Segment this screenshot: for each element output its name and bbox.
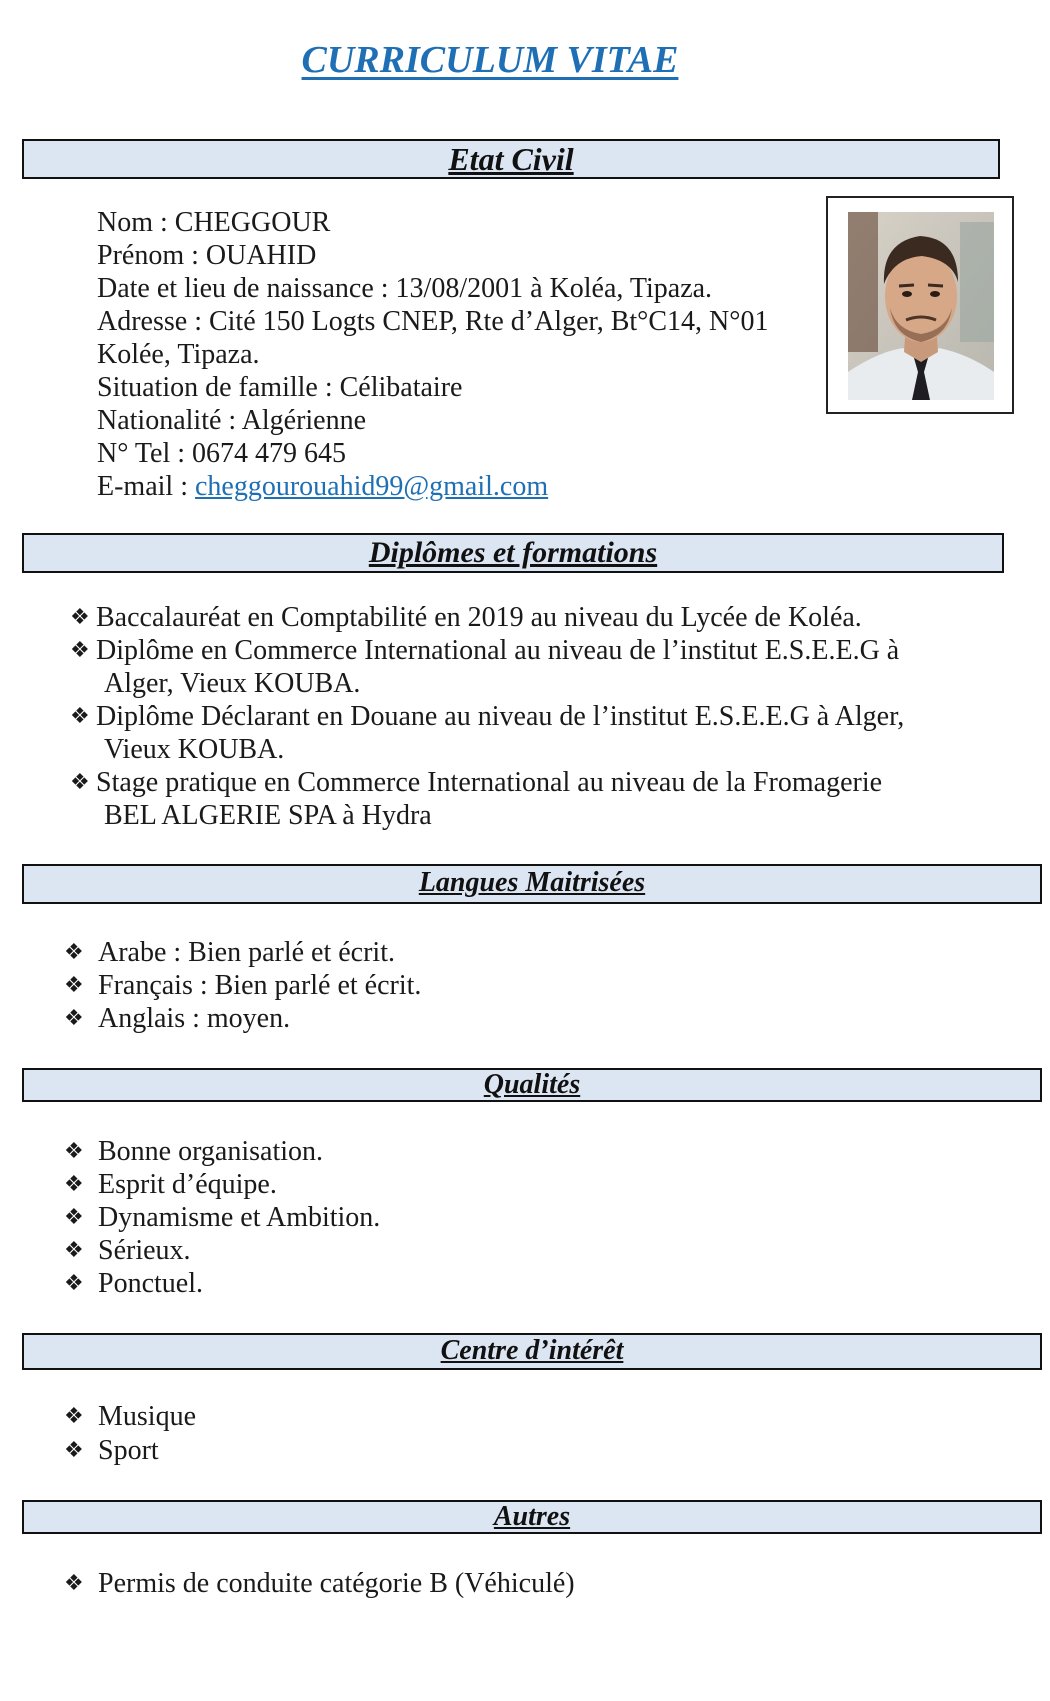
field-situation: Situation de famille : Célibataire — [97, 372, 463, 403]
bullet-icon: ❖ — [64, 1006, 84, 1031]
section-header-diplomes — [22, 533, 1004, 573]
bullet-icon: ❖ — [70, 770, 90, 795]
list-item-qualite: ❖ Bonne organisation. — [64, 1136, 324, 1167]
field-adresse-cont: Kolée, Tipaza. — [97, 339, 260, 370]
field-email — [97, 470, 548, 503]
list-item-langue: ❖ Anglais : moyen. — [64, 1003, 291, 1034]
list-item-diplome: ❖ Diplôme Déclarant en Douane au niveau de l’institut E.S.E.E.G à Alger, Vieux KOUBA. — [70, 701, 905, 765]
bullet-icon: ❖ — [64, 1271, 84, 1296]
bullet-icon: ❖ — [64, 1404, 84, 1429]
field-nom: Nom : CHEGGOUR — [97, 207, 331, 238]
page-title: CURRICULUM VITAE — [301, 39, 679, 81]
bullet-icon: ❖ — [64, 1571, 84, 1596]
section-title: Diplômes et formations — [368, 536, 658, 569]
email-link[interactable]: cheggourouahid99@gmail.com — [194, 471, 549, 502]
list-item-langue: ❖ Français : Bien parlé et écrit. — [64, 970, 422, 1001]
list-item-langue: ❖ Arabe : Bien parlé et écrit. — [64, 937, 395, 968]
section-title: Langues Maitrisées — [418, 867, 646, 898]
list-item-interet: ❖ Sport — [64, 1435, 159, 1466]
bullet-icon: ❖ — [64, 1438, 84, 1463]
section-title: Autres — [493, 1501, 571, 1532]
list-item-qualite: ❖ Dynamisme et Ambition. — [64, 1202, 381, 1233]
bullet-icon: ❖ — [64, 1172, 84, 1197]
field-tel: N° Tel : 0674 479 645 — [97, 438, 347, 469]
section-header-interets — [22, 1333, 1042, 1370]
list-item-interet: ❖ Musique — [64, 1401, 196, 1432]
list-item-qualite: ❖ Ponctuel. — [64, 1268, 203, 1299]
field-prenom: Prénom : OUAHID — [97, 240, 317, 271]
list-item-diplome: ❖ Baccalauréat en Comptabilité en 2019 au niveau du Lycée de Koléa. — [70, 602, 862, 633]
section-title: Qualités — [483, 1069, 581, 1100]
section-title: Centre d’intérêt — [440, 1335, 624, 1366]
section-header-etat-civil — [22, 139, 1000, 179]
field-adresse: Adresse : Cité 150 Logts CNEP, Rte d’Alger, Bt°C14, N°01 — [97, 306, 769, 337]
list-item-diplome: ❖ Diplôme en Commerce International au niveau de l’institut E.S.E.E.G à Alger, Vieux KOUBA. — [70, 635, 900, 699]
section-title: Etat Civil — [448, 141, 574, 177]
profile-photo — [848, 212, 994, 400]
section-header-langues — [22, 864, 1042, 904]
email-label: E-mail : — [97, 471, 195, 502]
section-header-autres — [22, 1500, 1042, 1534]
bullet-icon: ❖ — [70, 638, 90, 663]
field-naissance: Date et lieu de naissance : 13/08/2001 à Koléa, Tipaza. — [97, 273, 713, 304]
profile-photo-frame — [826, 196, 1014, 414]
list-item-qualite: ❖ Esprit d’équipe. — [64, 1169, 277, 1200]
bullet-icon: ❖ — [64, 973, 84, 998]
bullet-icon: ❖ — [64, 940, 84, 965]
bullet-icon: ❖ — [64, 1238, 84, 1263]
list-item-autre: ❖ Permis de conduite catégorie B (Véhiculé) — [64, 1568, 575, 1599]
field-nationalite: Nationalité : Algérienne — [97, 405, 367, 436]
bullet-icon: ❖ — [64, 1205, 84, 1230]
bullet-icon: ❖ — [64, 1139, 84, 1164]
list-item-qualite: ❖ Sérieux. — [64, 1235, 191, 1266]
bullet-icon: ❖ — [70, 605, 90, 630]
bullet-icon: ❖ — [70, 704, 90, 729]
list-item-diplome: ❖ Stage pratique en Commerce International au niveau de la Fromagerie BEL ALGERIE SPA à Hydra — [70, 767, 883, 831]
section-header-qualites — [22, 1068, 1042, 1102]
